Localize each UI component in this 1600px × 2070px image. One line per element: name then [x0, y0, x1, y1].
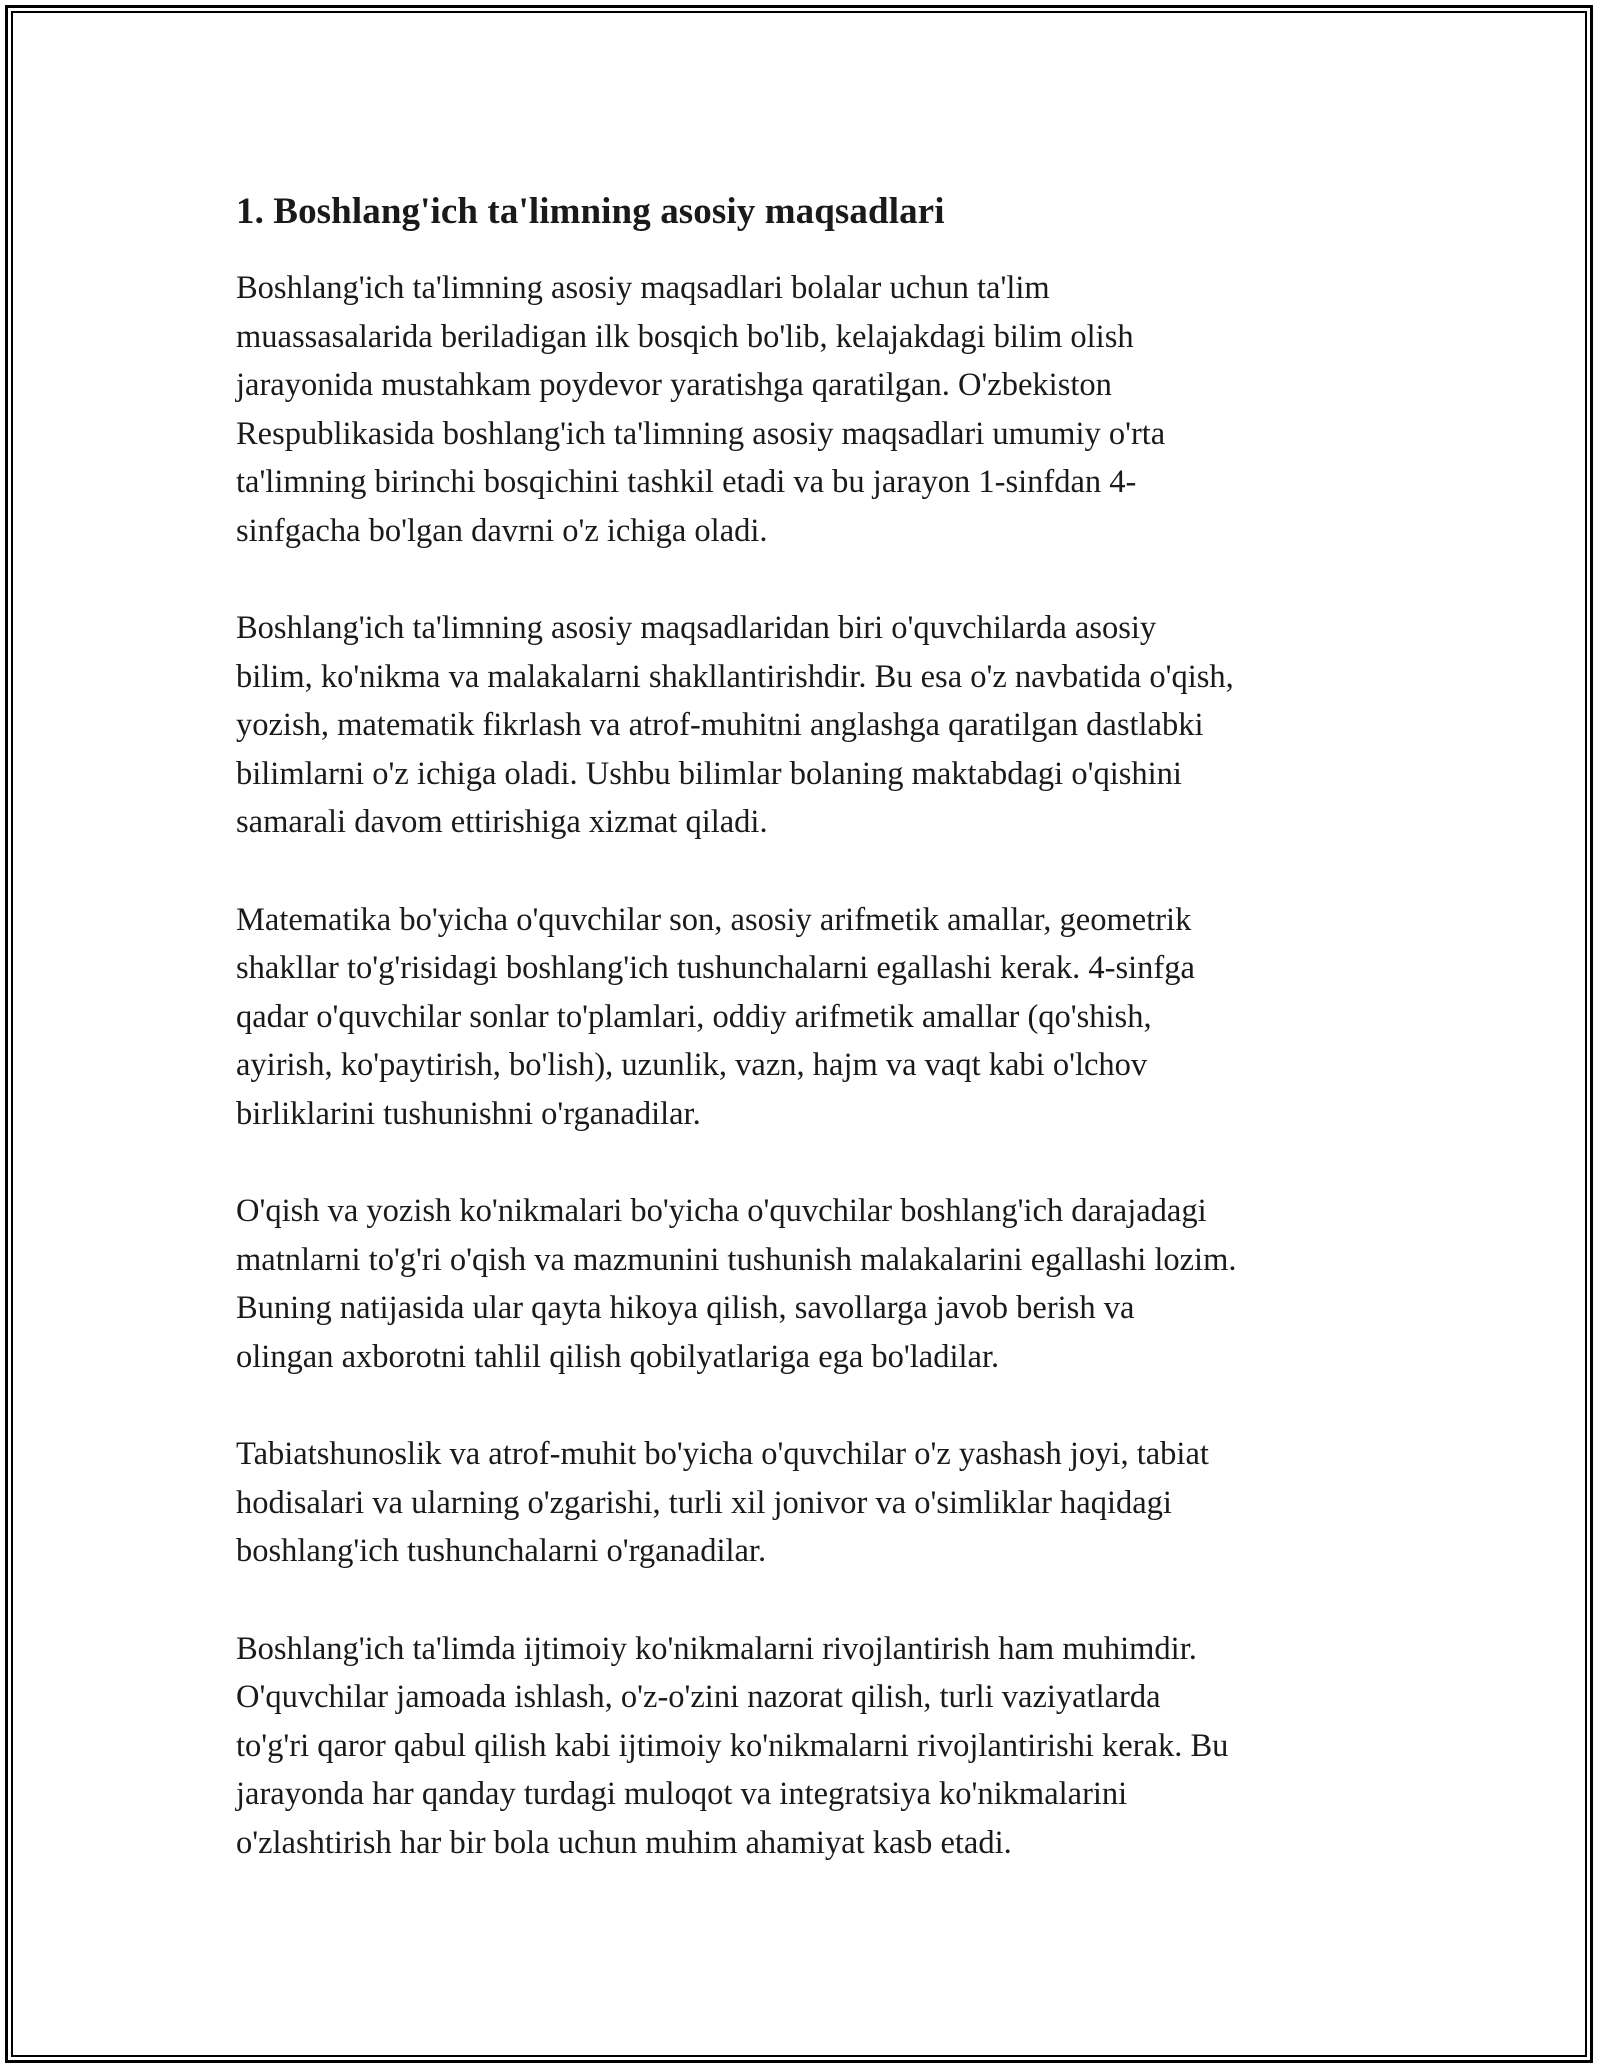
text-line: ayirish, ko'paytirish, bo'lish), uzunlik, vazn, hajm va vaqt kabi o'lchov: [236, 1047, 1148, 1083]
paragraph-5: [236, 1430, 1376, 1576]
text-line: O'quvchilar jamoada ishlash, o'z-o'zini nazorat qilish, turli vaziyatlarda: [236, 1679, 1161, 1715]
text-line: Boshlang'ich ta'limning asosiy maqsadlari bolalar uchun ta'lim: [236, 270, 1050, 306]
text-line: O'qish va yozish ko'nikmalari bo'yicha o'quvchilar boshlang'ich darajadagi: [236, 1193, 1207, 1229]
text-line: Boshlang'ich ta'limning asosiy maqsadlaridan biri o'quvchilarda asosiy: [236, 610, 1157, 646]
section-title: 1. Boshlang'ich ta'limning asosiy maqsadlari: [236, 191, 945, 232]
text-line: hodisalari va ularning o'zgarishi, turli xil jonivor va o'simliklar haqidagi: [236, 1484, 1172, 1521]
paragraph-4: [236, 1187, 1376, 1381]
text-line: samarali davom ettirishiga xizmat qiladi.: [236, 804, 768, 840]
text-line: Tabiatshunoslik va atrof-muhit bo'yicha o'quvchilar o'z yashash joyi, tabiat: [236, 1436, 1209, 1472]
text-line: Buning natijasida ular qayta hikoya qilish, savollarga javob berish va: [236, 1290, 1135, 1326]
paragraph-6: [236, 1625, 1376, 1868]
text-line: olingan axborotni tahlil qilish qobilyatlariga ega bo'ladilar.: [236, 1338, 1000, 1375]
text-line: o'zlashtirish har bir bola uchun muhim ahamiyat kasb etadi.: [236, 1824, 1012, 1861]
text-line: bilim, ko'nikma va malakalarni shakllantirishdir. Bu esa o'z navbatida o'qish,: [236, 658, 1234, 695]
text-line: muassasalarida beriladigan ilk bosqich bo'lib, kelajakdagi bilim olish: [236, 318, 1134, 355]
paragraph-1: [236, 264, 1376, 555]
text-line: to'g'ri qaror qabul qilish kabi ijtimoiy ko'nikmalarni rivojlantirishi kerak. Bu: [236, 1727, 1229, 1764]
text-line: bilimlarni o'z ichiga oladi. Ushbu bilimlar bolaning maktabdagi o'qishini: [236, 755, 1182, 792]
text-line: Matematika bo'yicha o'quvchilar son, asosiy arifmetik amallar, geometrik: [236, 901, 1192, 938]
text-line: shakllar to'g'risidagi boshlang'ich tushunchalarni egallashi kerak. 4-sinfga: [236, 950, 1195, 986]
text-line: ta'limning birinchi bosqichini tashkil etadi va bu jarayon 1-sinfdan 4-: [236, 464, 1137, 500]
text-line: jarayonida mustahkam poydevor yaratishga qaratilgan. O'zbekiston: [236, 367, 1112, 403]
text-line: birliklarini tushunishni o'rganadilar.: [236, 1095, 701, 1132]
document-body: [236, 186, 1376, 1867]
text-line: yozish, matematik fikrlash va atrof-muhitni anglashga qaratilgan dastlabki: [236, 707, 1204, 743]
text-line: Boshlang'ich ta'limda ijtimoiy ko'nikmalarni rivojlantirish ham muhimdir.: [236, 1630, 1197, 1667]
paragraph-3: [236, 896, 1376, 1139]
text-line: boshlang'ich tushunchalarni o'rganadilar.: [236, 1533, 767, 1569]
text-line: sinfgacha bo'lgan davrni o'z ichiga oladi.: [236, 512, 768, 549]
text-line: jarayonda har qanday turdagi muloqot va integratsiya ko'nikmalarini: [236, 1776, 1128, 1812]
text-line: qadar o'quvchilar sonlar to'plamlari, oddiy arifmetik amallar (qo'shish,: [236, 998, 1152, 1035]
paragraph-2: [236, 604, 1376, 847]
text-line: matnlarni to'g'ri o'qish va mazmunini tushunish malakalarini egallashi lozim.: [236, 1241, 1237, 1278]
text-line: Respublikasida boshlang'ich ta'limning asosiy maqsadlari umumiy o'rta: [236, 415, 1166, 452]
